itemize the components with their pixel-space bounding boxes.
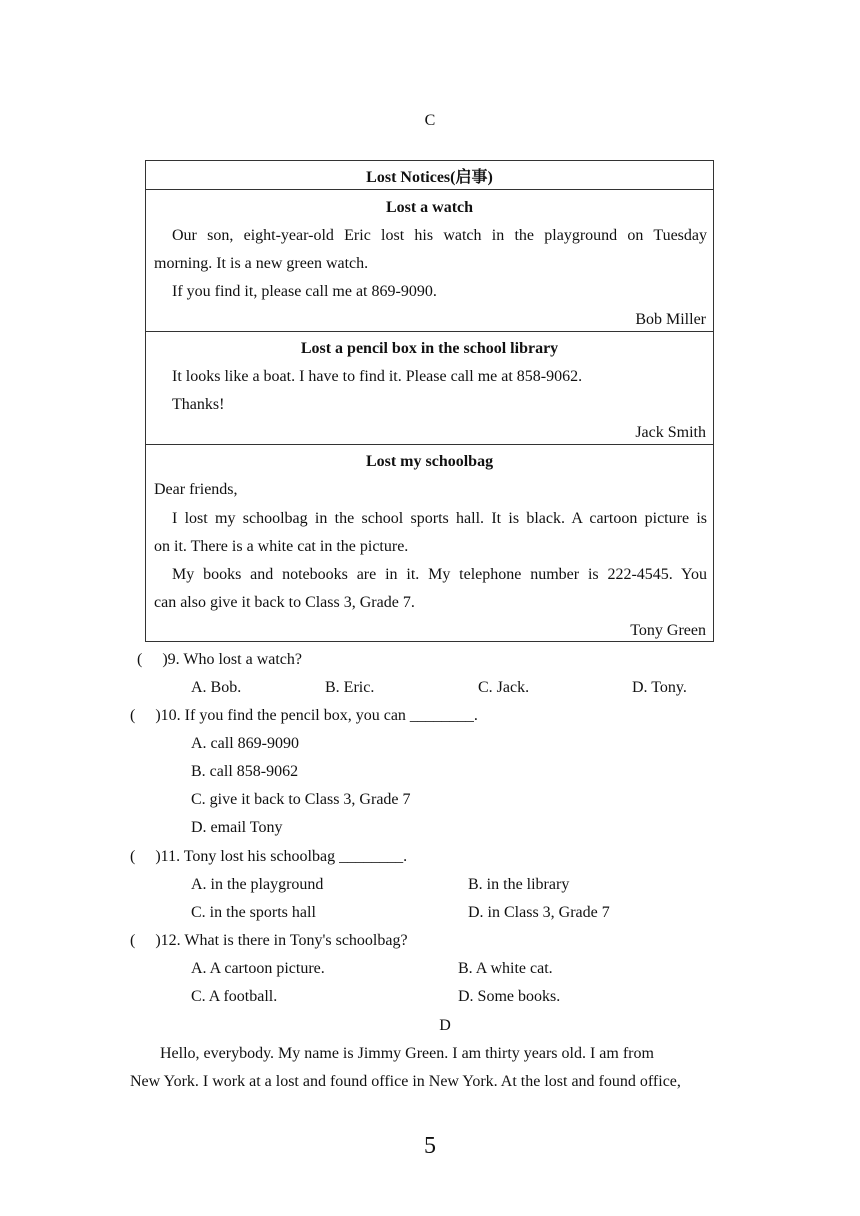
option-a: A. call 869-9090 [191, 735, 299, 752]
section-c-heading: C [424, 112, 436, 129]
notice-text: on it. There is a white cat in the picture. [154, 538, 409, 555]
option-d: D. email Tony [191, 819, 283, 836]
option-d: D. Tony. [632, 679, 687, 696]
divider [146, 331, 713, 332]
option-d: D. in Class 3, Grade 7 [468, 904, 610, 921]
divider [146, 444, 713, 445]
notice-text: can also give it back to Class 3, Grade 7. [154, 594, 415, 611]
passage-text: New York. I work at a lost and found office in New York. At the lost and found office, [130, 1073, 681, 1090]
notice-title: Lost a watch [385, 199, 474, 216]
notice-signature: Tony Green [630, 622, 706, 639]
notice-signature: Bob Miller [635, 311, 706, 328]
notice-text: Our son, eight-year-old Eric lost his watch in the playground on Tuesday [172, 227, 707, 244]
option-c: C. in the sports hall [191, 904, 316, 921]
notice-greeting: Dear friends, [154, 481, 238, 498]
option-a: A. A cartoon picture. [191, 960, 325, 977]
option-b: B. call 858-9062 [191, 763, 299, 780]
section-d-heading: D [439, 1017, 451, 1034]
option-b: B. in the library [468, 876, 570, 893]
option-a: A. Bob. [191, 679, 242, 696]
notice-text: morning. It is a new green watch. [154, 255, 369, 272]
option-c: C. give it back to Class 3, Grade 7 [191, 791, 411, 808]
option-d: D. Some books. [458, 988, 561, 1005]
question-stem: ( )9. Who lost a watch? [137, 651, 302, 668]
question-stem: ( )10. If you find the pencil box, you can ________. [130, 707, 478, 724]
lost-notices-table [145, 160, 714, 642]
notice-text: I lost my schoolbag in the school sports hall. It is black. A cartoon picture is [172, 510, 707, 527]
option-b: B. Eric. [325, 679, 375, 696]
table-header: Lost Notices(启事) [366, 169, 493, 186]
notice-text: Thanks! [172, 396, 225, 413]
notice-title: Lost a pencil box in the school library [300, 340, 559, 357]
notice-text: My books and notebooks are in it. My telephone number is 222-4545. You [172, 566, 707, 583]
option-a: A. in the playground [191, 876, 324, 893]
page-number: 5 [424, 1133, 436, 1159]
question-stem: ( )11. Tony lost his schoolbag ________. [130, 848, 408, 865]
option-c: C. Jack. [478, 679, 530, 696]
option-b: B. A white cat. [458, 960, 553, 977]
notice-signature: Jack Smith [635, 424, 706, 441]
option-c: C. A football. [191, 988, 278, 1005]
question-stem: ( )12. What is there in Tony's schoolbag? [130, 932, 408, 949]
notice-text: If you find it, please call me at 869-9090. [172, 283, 437, 300]
divider [146, 189, 713, 190]
notice-title: Lost my schoolbag [365, 453, 494, 470]
passage-text: Hello, everybody. My name is Jimmy Green. I am thirty years old. I am from [160, 1045, 654, 1062]
notice-text: It looks like a boat. I have to find it. Please call me at 858-9062. [172, 368, 583, 385]
